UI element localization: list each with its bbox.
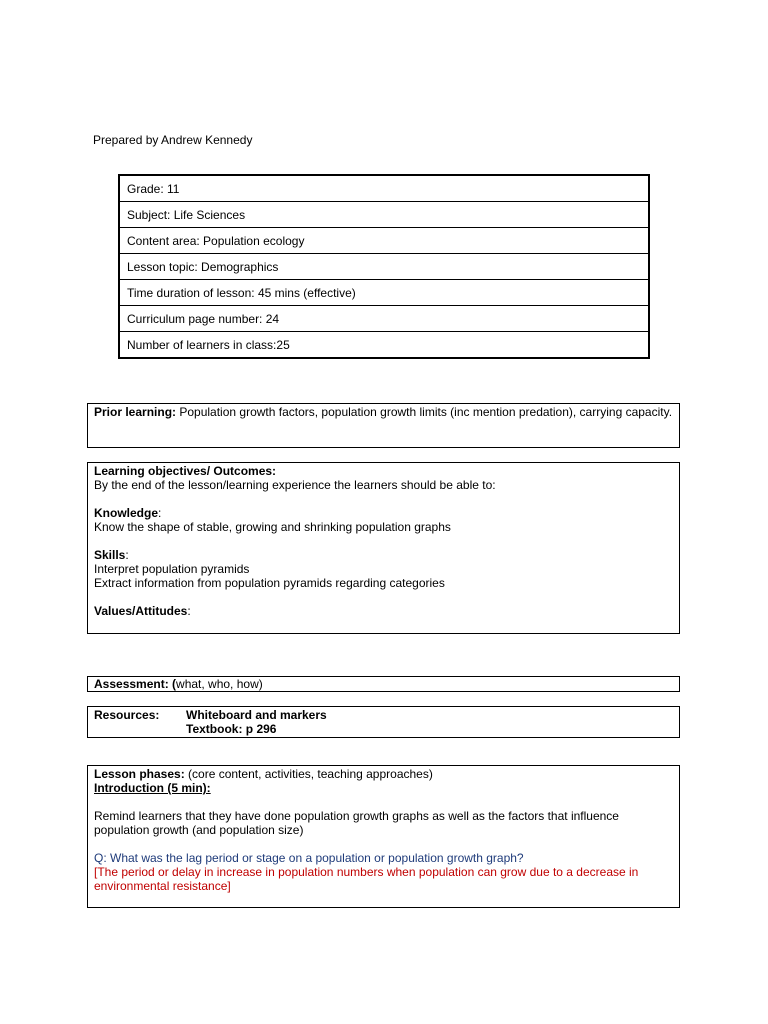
resources-label: Resources: xyxy=(94,708,160,722)
knowledge-heading xyxy=(94,506,673,520)
table-row xyxy=(119,175,649,202)
assessment-box xyxy=(87,676,680,692)
skills-item: Interpret population pyramids xyxy=(94,562,250,576)
resources-row xyxy=(94,708,673,736)
values-label: Values/Attitudes xyxy=(94,604,188,618)
lesson-info-table xyxy=(118,174,650,359)
lesson-phases-text: (core content, activities, teaching approaches) xyxy=(184,767,433,781)
info-curriculum-page: Curriculum page number: 24 xyxy=(119,306,649,332)
table-row xyxy=(119,332,649,359)
objectives-heading: Learning objectives/ Outcomes: xyxy=(94,464,277,478)
info-time-duration: Time duration of lesson: 45 mins (effective) xyxy=(119,280,649,306)
learning-objectives-box xyxy=(87,462,680,634)
table-row xyxy=(119,202,649,228)
resources-box xyxy=(87,706,680,738)
info-subject: Subject: Life Sciences xyxy=(119,202,649,228)
knowledge-colon: : xyxy=(158,506,162,520)
lesson-phases-label: Lesson phases: xyxy=(94,767,185,781)
lag-answer: [The period or delay in increase in population numbers when population can grow due to a decrease in environmental resistance] xyxy=(94,865,639,893)
introduction-text: Remind learners that they have done population growth graphs as well as the factors that influence population growth (and population size) xyxy=(94,809,619,837)
skills-colon: : xyxy=(125,548,129,562)
lesson-phases-heading xyxy=(94,767,673,781)
knowledge-label: Knowledge xyxy=(94,506,159,520)
objectives-intro: By the end of the lesson/learning experience the learners should be able to: xyxy=(94,478,496,492)
lesson-phases-box xyxy=(87,765,680,908)
resource-item: Whiteboard and markers xyxy=(186,708,327,722)
prior-learning-text: Population growth factors, population growth limits (inc mention predation), carrying capacity. xyxy=(176,405,673,419)
table-row xyxy=(119,306,649,332)
resource-item: Textbook: p 296 xyxy=(186,722,277,736)
prepared-by: Prepared by Andrew Kennedy xyxy=(93,133,253,147)
values-colon: : xyxy=(187,604,191,618)
lag-question: Q: What was the lag period or stage on a population or population growth graph? xyxy=(94,851,524,865)
table-row xyxy=(119,280,649,306)
prior-learning-label: Prior learning: xyxy=(94,405,177,419)
knowledge-text: Know the shape of stable, growing and shrinking population graphs xyxy=(94,520,451,534)
info-grade: Grade: 11 xyxy=(119,175,649,202)
skills-label: Skills xyxy=(94,548,126,562)
info-number-of-learners: Number of learners in class:25 xyxy=(119,332,649,359)
assessment-text: what, who, how) xyxy=(176,677,263,691)
table-row xyxy=(119,228,649,254)
introduction-heading: Introduction (5 min): xyxy=(94,781,211,795)
info-lesson-topic: Lesson topic: Demographics xyxy=(119,254,649,280)
values-heading xyxy=(94,604,673,618)
assessment-label: Assessment: ( xyxy=(94,677,177,691)
skills-item: Extract information from population pyramids regarding categories xyxy=(94,576,445,590)
prior-learning-box xyxy=(87,403,680,448)
info-content-area: Content area: Population ecology xyxy=(119,228,649,254)
resources-list xyxy=(186,708,327,736)
skills-heading xyxy=(94,548,673,562)
table-row xyxy=(119,254,649,280)
